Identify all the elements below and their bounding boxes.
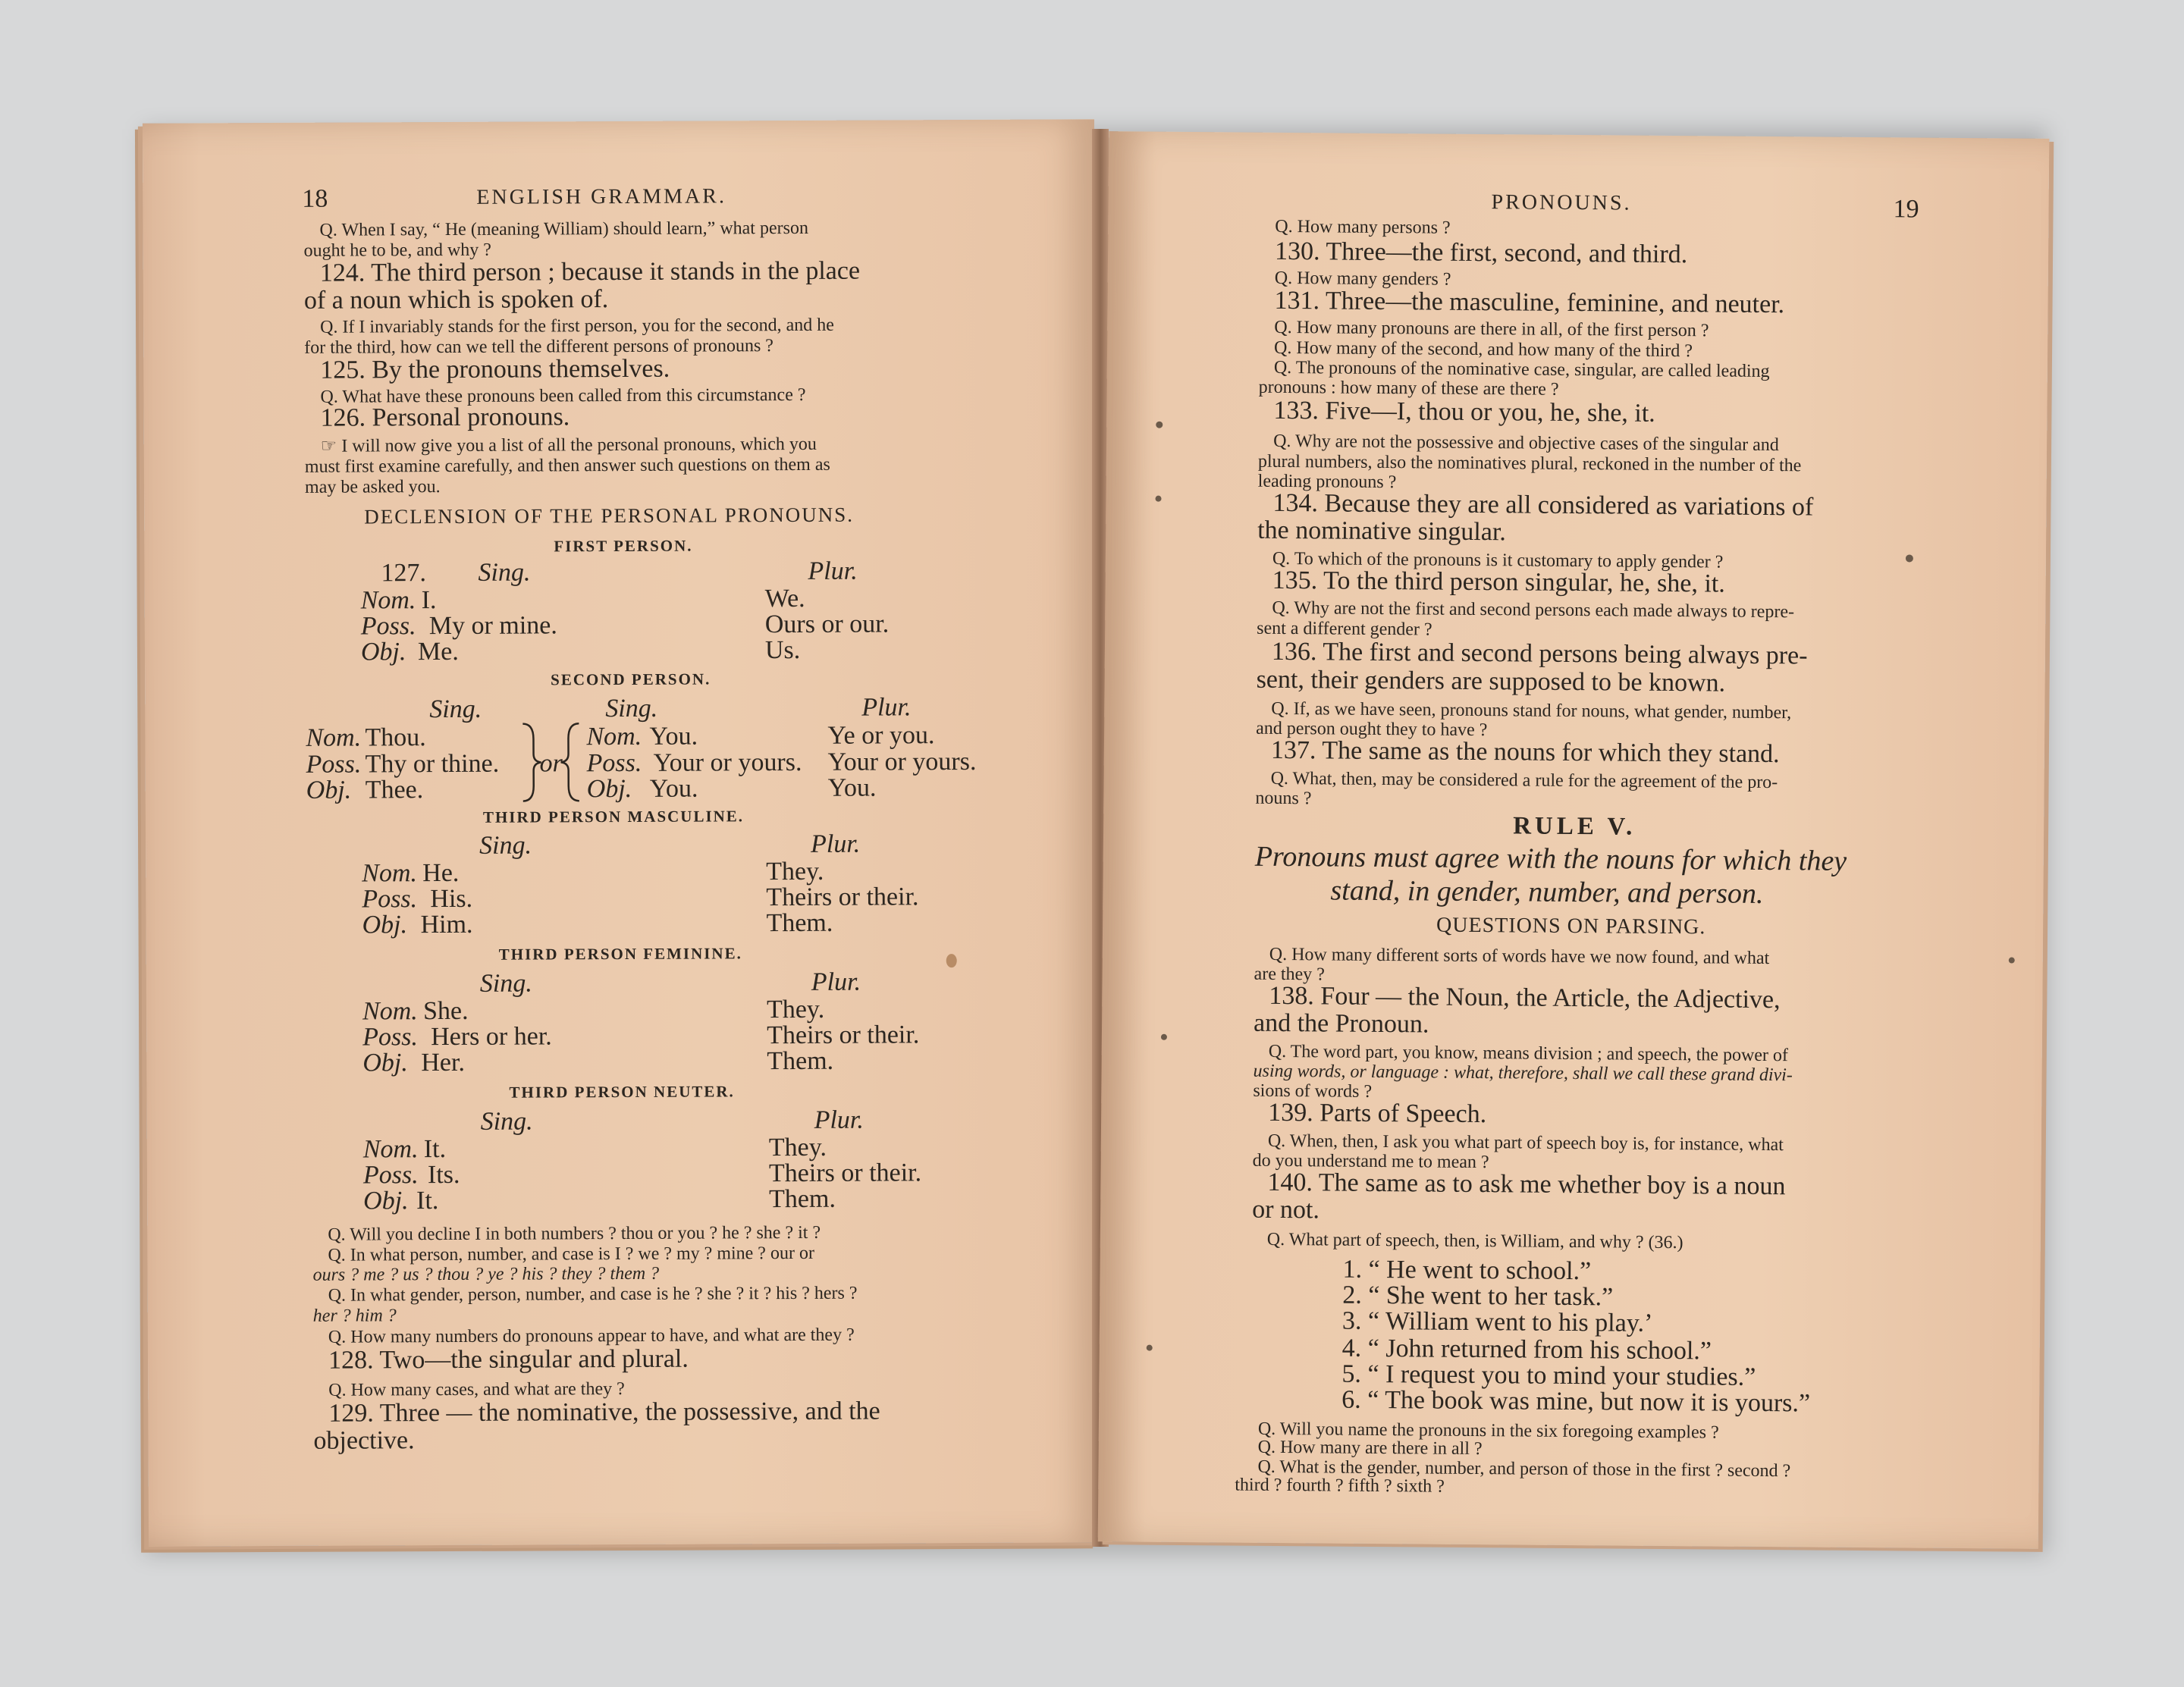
question-line: nouns ?: [1255, 788, 1312, 809]
or-word: or: [539, 749, 563, 778]
answer-line: 133. Five—I, thou or you, he, she, it.: [1273, 396, 1655, 428]
plur-label: Plur.: [808, 557, 858, 585]
example-sentence: 4. “ John returned from his school.”: [1341, 1334, 1712, 1366]
question-line: third ? fourth ? fifth ? sixth ?: [1235, 1475, 1445, 1497]
case-label: Poss.: [306, 750, 362, 779]
question-line: pronouns : how many of these are there ?: [1258, 377, 1559, 400]
plural-form: Them.: [767, 1046, 834, 1076]
example-sentence: 5. “ I request you to mind your studies.”: [1341, 1359, 1756, 1391]
section-heading: FIRST PERSON.: [554, 536, 693, 556]
singular-form: It.: [423, 1135, 447, 1164]
answer-line: 130. Three—the first, second, and third.: [1274, 237, 1688, 269]
question-line: do you understand me to mean ?: [1252, 1150, 1489, 1173]
answer-line: 124. The third person ; because it stands in the place: [319, 256, 861, 287]
answer-line: 126. Personal pronouns.: [320, 403, 570, 432]
ink-dot: [2009, 958, 2015, 964]
singular-form: She.: [422, 996, 469, 1026]
question-line: Q. Why are not the first and second persons each made always to repre-: [1272, 597, 1795, 622]
case-label: Obj.: [363, 1187, 409, 1215]
case-label: Nom.: [362, 859, 418, 888]
question-line: Q. Why are not the possessive and objective cases of the singular and: [1273, 431, 1779, 456]
plural-form: They.: [766, 995, 825, 1024]
question-line: Q. If I invariably stands for the first person, you for the second, and he: [320, 315, 834, 337]
case-label: Obj.: [586, 774, 632, 804]
section-number: 127.: [381, 559, 427, 588]
singular-form: Its.: [427, 1160, 460, 1190]
question-line: Q. The word part, you know, means division ; and speech, the power of: [1268, 1041, 1789, 1066]
question-line: sent a different gender ?: [1257, 618, 1432, 640]
answer-line: 125. By the pronouns themselves.: [320, 354, 670, 384]
case-label: Poss.: [362, 1023, 418, 1052]
case-label: Poss.: [362, 1161, 419, 1190]
question-line: and person ought they to have ?: [1256, 718, 1488, 741]
answer-line: 138. Four — the Noun, the Article, the Adjective,: [1269, 981, 1781, 1014]
section-heading: THIRD PERSON MASCULINE.: [482, 807, 745, 826]
question-line: sions of words ?: [1253, 1080, 1373, 1102]
ink-dot: [1906, 554, 1913, 562]
case-label: Nom.: [362, 997, 418, 1026]
example-sentence: 1. “ He went to school.”: [1342, 1255, 1592, 1286]
declension-title: DECLENSION OF THE PERSONAL PRONOUNS.: [364, 503, 855, 528]
case-label: Obj.: [362, 1049, 408, 1077]
plural-form: Us.: [764, 635, 801, 665]
plural-form: They.: [768, 1133, 827, 1162]
running-head: ENGLISH GRAMMAR.: [476, 184, 726, 209]
question-line: Q. How many of the second, and how many of the third ?: [1273, 337, 1693, 362]
case-label: Obj.: [362, 911, 408, 939]
question-line: Q. In what person, number, and case is I ? we ? my ? mine ? our or: [328, 1243, 814, 1265]
case-label: Nom.: [360, 586, 416, 615]
sing-label: Sing.: [478, 558, 531, 587]
question-line: plural numbers, also the nominatives plural, reckoned in the number of the: [1257, 451, 1802, 476]
singular-form: My or mine.: [428, 611, 557, 641]
question-line: Q. How many different sorts of words have we now found, and what: [1269, 944, 1770, 969]
page-number: 19: [1893, 195, 1919, 224]
parsing-title: QUESTIONS ON PARSING.: [1436, 913, 1706, 939]
singular-form: Thou.: [365, 723, 426, 752]
case-label: Nom.: [306, 723, 362, 752]
question-line: ours ? me ? us ? thou ? ye ? his ? they ? them ?: [312, 1263, 660, 1285]
plural-form: Theirs or their.: [768, 1159, 922, 1188]
page-number: 18: [302, 184, 328, 213]
question-line: are they ?: [1254, 964, 1325, 985]
question-line: Q. How many persons ?: [1275, 216, 1451, 238]
plur-label: Plur.: [811, 967, 861, 996]
singular-form: You.: [649, 722, 698, 751]
question-line: ought he to be, and why ?: [303, 240, 491, 261]
answer-line: 140. The same as to ask me whether boy is a noun: [1267, 1168, 1786, 1201]
running-head: PRONOUNS.: [1491, 190, 1632, 215]
question-line: Q. How many are there in all ?: [1257, 1437, 1483, 1460]
answer-line: and the Pronoun.: [1253, 1008, 1429, 1039]
case-label: Nom.: [362, 1135, 419, 1164]
question-line: Q. Will you decline I in both numbers ? thou or you ? he ? she ? it ?: [328, 1222, 821, 1245]
section-heading: THIRD PERSON FEMININE.: [498, 944, 742, 964]
question-line: Q. What, then, may be considered a rule for the agreement of the pro-: [1270, 768, 1778, 793]
plural-form: They.: [766, 857, 824, 886]
singular-form: He.: [422, 858, 460, 888]
case-label: Poss.: [362, 885, 418, 914]
sing-label: Sing.: [605, 694, 658, 723]
singular-form: Him.: [420, 910, 473, 939]
plural-form: Ours or our.: [764, 610, 890, 639]
question-line: her ? him ?: [312, 1306, 397, 1326]
ink-dot: [1155, 496, 1161, 502]
plural-form: Theirs or their.: [766, 883, 919, 912]
answer-line: sent, their genders are supposed to be known.: [1256, 665, 1726, 698]
plural-form: Them.: [766, 908, 833, 938]
answer-line: 136. The first and second persons being always pre-: [1271, 637, 1808, 670]
plural-form: Theirs or their.: [767, 1021, 920, 1050]
singular-form: Your or yours.: [653, 748, 802, 777]
section-heading: THIRD PERSON NEUTER.: [509, 1082, 735, 1102]
singular-form: Thee.: [365, 776, 424, 804]
question-line: using words, or language : what, therefore, shall we call these grand divi-: [1253, 1061, 1793, 1086]
answer-line: of a noun which is spoken of.: [303, 285, 609, 315]
case-label: Obj.: [360, 638, 406, 666]
answer-line: 137. The same as the nouns for which they stand.: [1270, 735, 1780, 769]
question-line: Q. What part of speech, then, is William, and why ? (36.): [1266, 1229, 1684, 1253]
answer-line: 135. To the third person singular, he, she, it.: [1272, 566, 1725, 598]
note-line: must first examine carefully, and then answer such questions on them as: [304, 454, 830, 477]
note-line: may be asked you.: [304, 477, 441, 497]
plur-label: Plur.: [810, 829, 861, 858]
answer-line: 131. Three—the masculine, feminine, and neuter.: [1274, 286, 1785, 319]
answer-line: or not.: [1252, 1195, 1320, 1224]
answer-line: 129. Three — the nominative, the possessive, and the: [328, 1397, 880, 1428]
plural-form: You.: [827, 773, 877, 802]
sing-label: Sing.: [479, 969, 532, 998]
case-label: Poss.: [586, 748, 642, 778]
plural-form: Them.: [769, 1184, 836, 1214]
answer-line: objective.: [313, 1426, 415, 1455]
ink-dot: [1147, 1345, 1153, 1351]
answer-line: 139. Parts of Speech.: [1268, 1098, 1487, 1129]
sing-label: Sing.: [479, 831, 532, 860]
example-sentence: 3. “ William went to his play.’: [1341, 1306, 1653, 1337]
singular-form: Her.: [421, 1048, 465, 1077]
example-sentence: 2. “ She went to her task.”: [1342, 1281, 1614, 1312]
plural-form: Your or yours.: [827, 747, 977, 776]
plural-form: Ye or you.: [827, 721, 935, 750]
question-line: Q. How many genders ?: [1274, 268, 1451, 290]
question-line: Q. How many numbers do pronouns appear to have, and what are they ?: [328, 1325, 855, 1347]
question-line: Q. If, as we have seen, pronouns stand for nouns, what gender, number,: [1271, 698, 1792, 723]
question-line: Q. To which of the pronouns is it customary to apply gender ?: [1272, 548, 1724, 572]
singular-form: Me.: [417, 637, 459, 666]
plural-form: We.: [764, 584, 805, 613]
plur-label: Plur.: [814, 1105, 864, 1134]
question-line: for the third, how can we tell the different persons of pronouns ?: [304, 336, 774, 358]
question-line: Q. What have these pronouns been called from this circumstance ?: [320, 384, 806, 407]
singular-form: Hers or her.: [431, 1022, 552, 1052]
case-label: Obj.: [306, 776, 352, 804]
case-label: Nom.: [586, 722, 642, 751]
question-line: Q. In what gender, person, number, and case is he ? she ? it ? his ? hers ?: [328, 1283, 858, 1306]
case-label: Poss.: [360, 612, 416, 641]
question-line: Q. How many cases, and what are they ?: [328, 1378, 625, 1400]
singular-form: It.: [416, 1187, 439, 1215]
singular-form: You.: [649, 774, 698, 803]
sing-label: Sing.: [429, 695, 482, 724]
rule-text: Pronouns must agree with the nouns for which they: [1254, 840, 1847, 877]
rule-title: RULE V.: [1513, 812, 1636, 841]
section-heading: SECOND PERSON.: [551, 669, 711, 689]
question-line: Q. The pronouns of the nominative case, singular, are called leading: [1273, 357, 1770, 382]
singular-form: Thy or thine.: [365, 749, 500, 779]
answer-line: 134. Because they are all considered as variations of: [1272, 488, 1814, 522]
question-line: leading pronouns ?: [1257, 471, 1397, 493]
answer-line: 128. Two—the singular and plural.: [328, 1344, 689, 1375]
stain-mark: [946, 954, 957, 967]
answer-line: the nominative singular.: [1257, 516, 1507, 547]
question-line: Q. When I say, “ He (meaning William) should learn,” what person: [319, 218, 808, 240]
rule-text: stand, in gender, number, and person.: [1330, 874, 1764, 910]
question-line: Q. What is the gender, number, and person of those in the first ? second ?: [1257, 1457, 1791, 1482]
singular-form: His.: [430, 884, 473, 914]
right-page: [1098, 131, 2050, 1549]
ink-dot: [1161, 1034, 1167, 1040]
sing-label: Sing.: [480, 1107, 533, 1136]
question-line: Q. Will you name the pronouns in the six foregoing examples ?: [1257, 1419, 1719, 1443]
question-line: Q. When, then, I ask you what part of speech boy is, for instance, what: [1267, 1130, 1784, 1156]
singular-form: I.: [421, 586, 437, 615]
plur-label: Plur.: [861, 693, 912, 722]
left-page: [143, 119, 1100, 1546]
note-line: ☞ I will now give you a list of all the personal pronouns, which you: [320, 434, 817, 456]
question-line: Q. How many pronouns are there in all, of the first person ?: [1274, 317, 1709, 341]
ink-dot: [1156, 422, 1163, 428]
example-sentence: 6. “ The book was mine, but now it is yours.”: [1341, 1385, 1811, 1418]
